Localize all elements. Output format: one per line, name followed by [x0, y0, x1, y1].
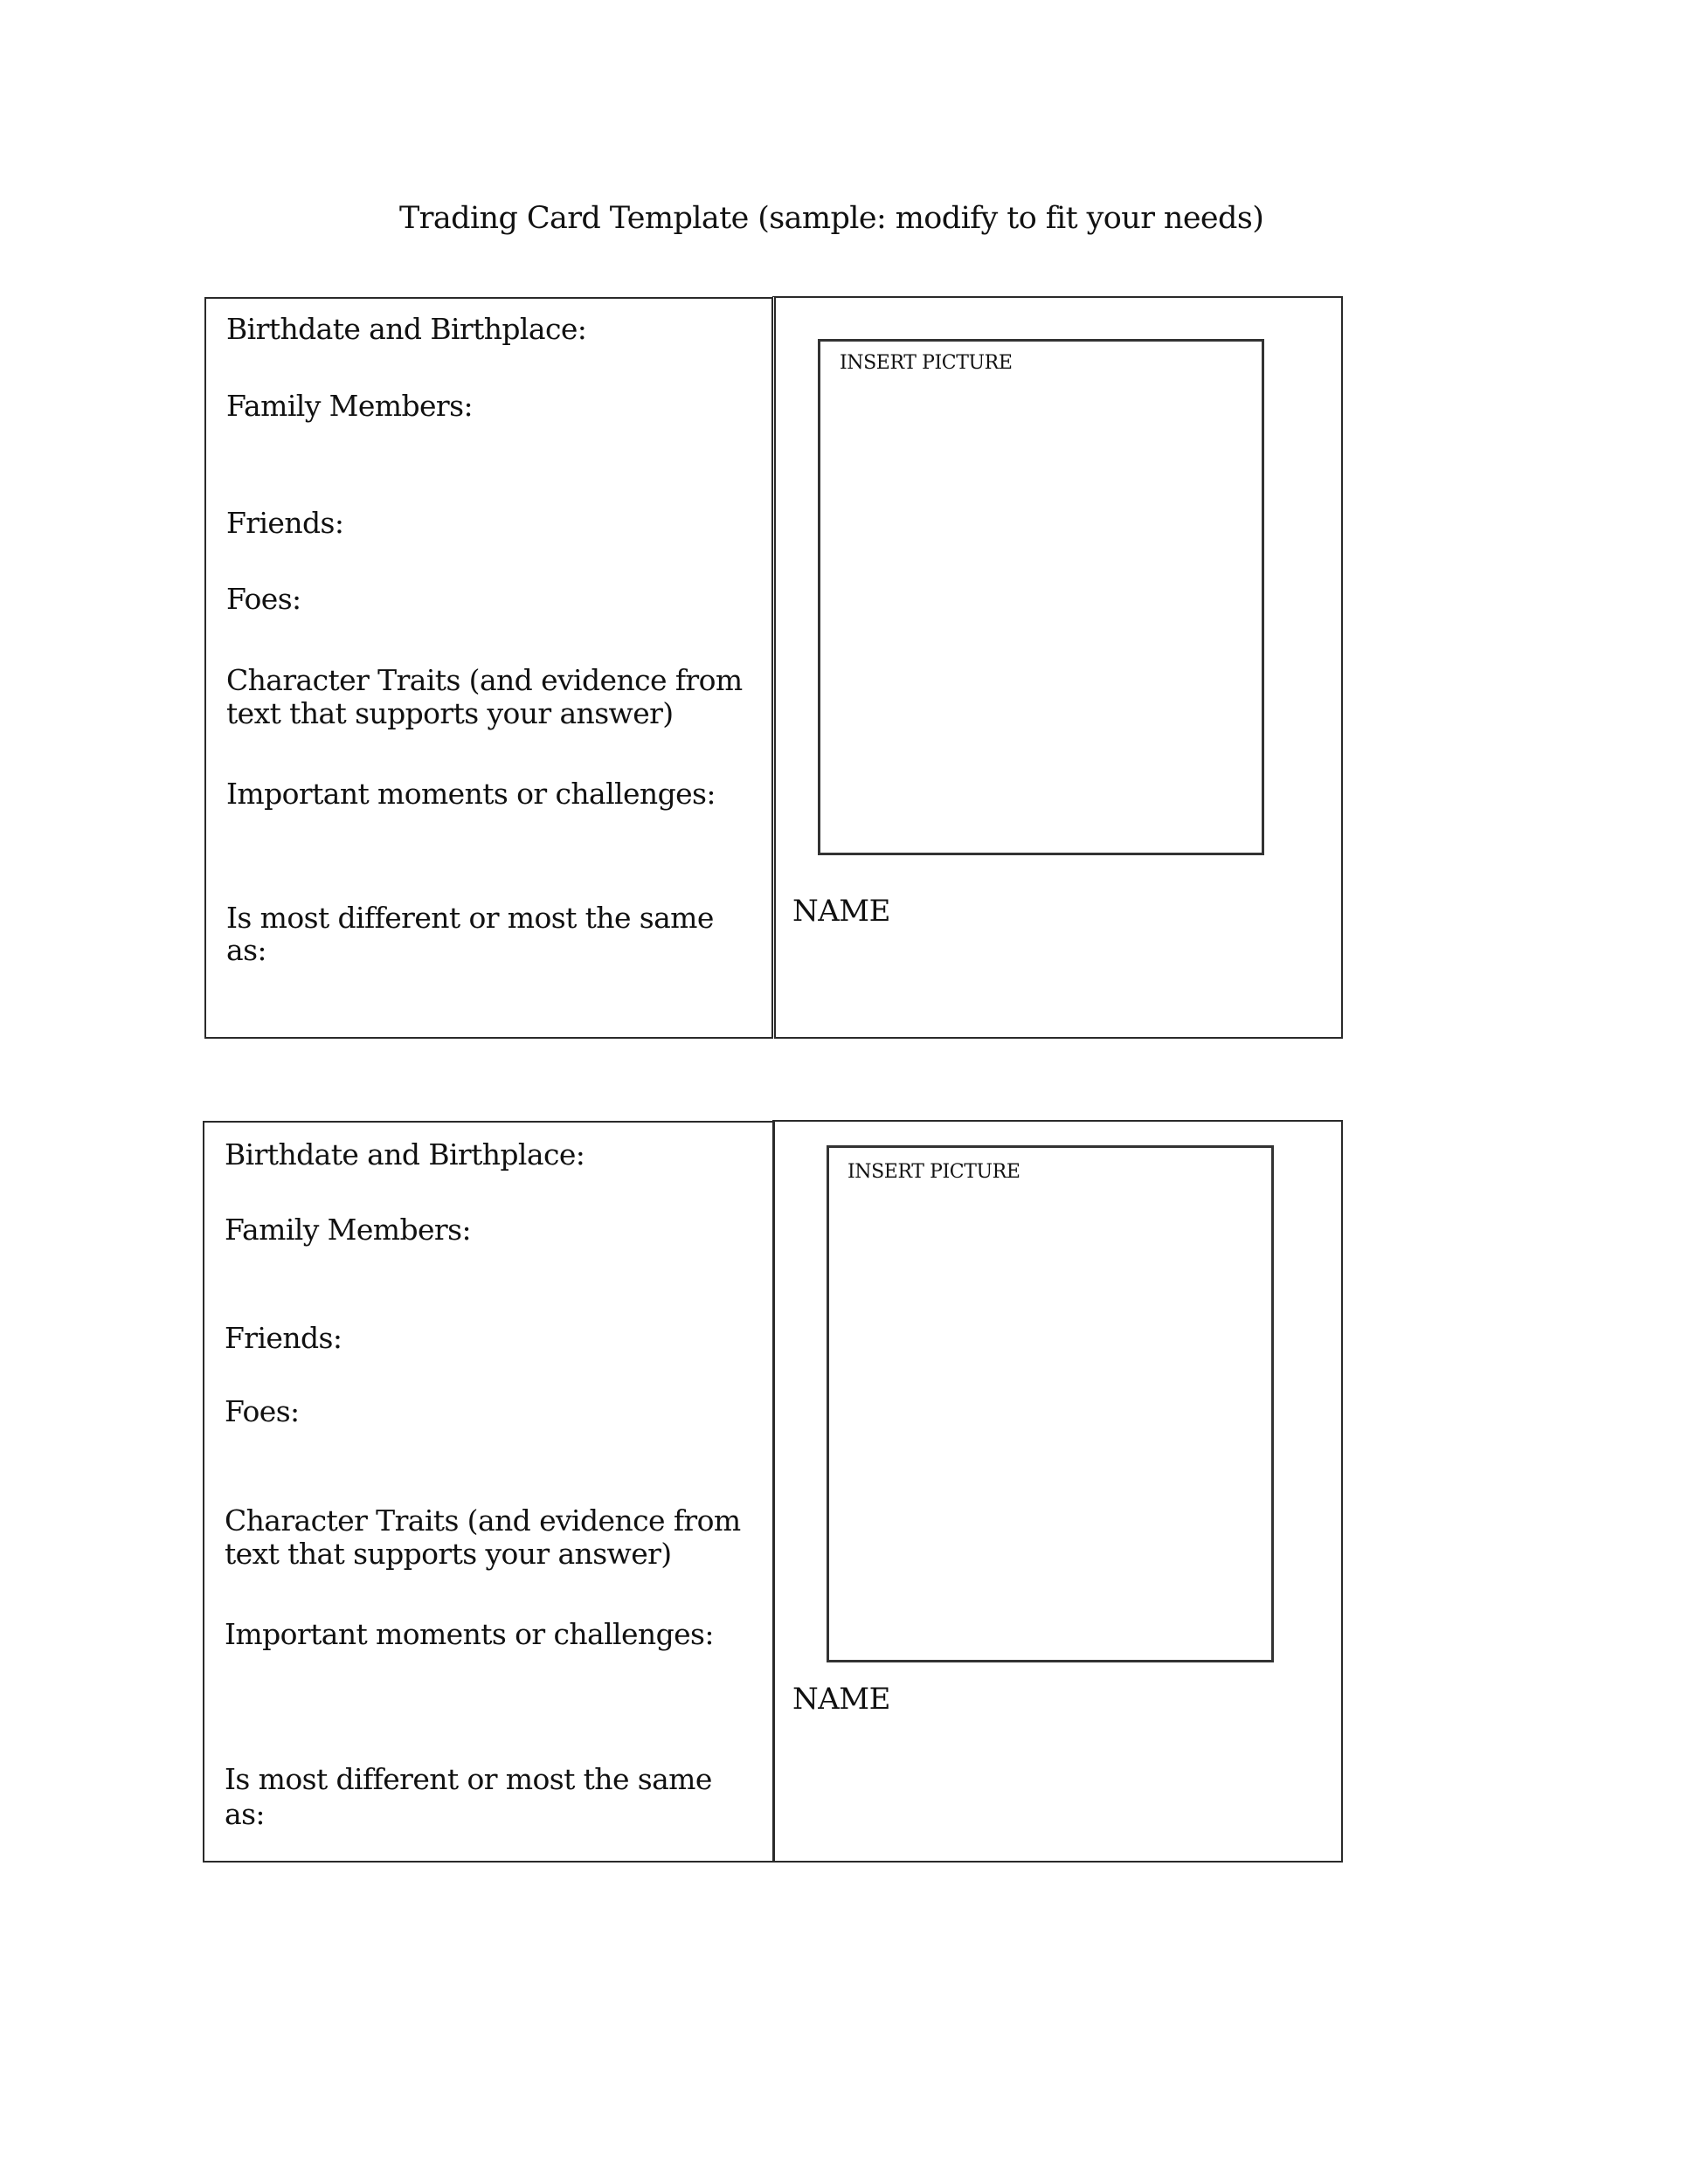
- card-2-field-family: Family Members:: [225, 1213, 471, 1247]
- card-2-field-friends: Friends:: [225, 1321, 342, 1355]
- page-title: Trading Card Template (sample: modify to fit your needs): [399, 201, 1264, 236]
- card-1-field-birth: Birthdate and Birthplace:: [226, 312, 587, 346]
- card-1-name-label: NAME: [792, 894, 890, 929]
- card-1-field-compare-line2: as:: [226, 933, 266, 967]
- card-1-field-foes: Foes:: [226, 582, 301, 616]
- card-2-field-traits-line2: text that supports your answer): [225, 1537, 672, 1571]
- card-1-divider: [771, 297, 776, 1039]
- card-2-field-compare-line2: as:: [225, 1797, 265, 1831]
- card-1-field-moments: Important moments or challenges:: [226, 777, 716, 811]
- card-1-field-compare-line1: Is most different or most the same: [226, 901, 714, 935]
- card-1-field-family: Family Members:: [226, 389, 473, 423]
- card-2-field-moments: Important moments or challenges:: [225, 1617, 714, 1651]
- card-1-insert-picture-label: INSERT PICTURE: [840, 352, 1013, 374]
- card-1-field-traits-line1: Character Traits (and evidence from: [226, 663, 743, 697]
- card-2-field-compare-line1: Is most different or most the same: [225, 1762, 712, 1796]
- card-2-field-birth: Birthdate and Birthplace:: [225, 1137, 585, 1171]
- card-2-name-label: NAME: [792, 1682, 890, 1717]
- card-2-divider: [772, 1120, 775, 1863]
- card-2-insert-picture-label: INSERT PICTURE: [847, 1161, 1020, 1183]
- card-2-picture-placeholder[interactable]: [827, 1145, 1274, 1662]
- card-1-field-traits-line2: text that supports your answer): [226, 696, 674, 730]
- card-2-field-foes: Foes:: [225, 1394, 300, 1428]
- card-1-picture-placeholder[interactable]: [818, 339, 1264, 855]
- card-1-field-friends: Friends:: [226, 506, 344, 540]
- card-2-field-traits-line1: Character Traits (and evidence from: [225, 1503, 741, 1538]
